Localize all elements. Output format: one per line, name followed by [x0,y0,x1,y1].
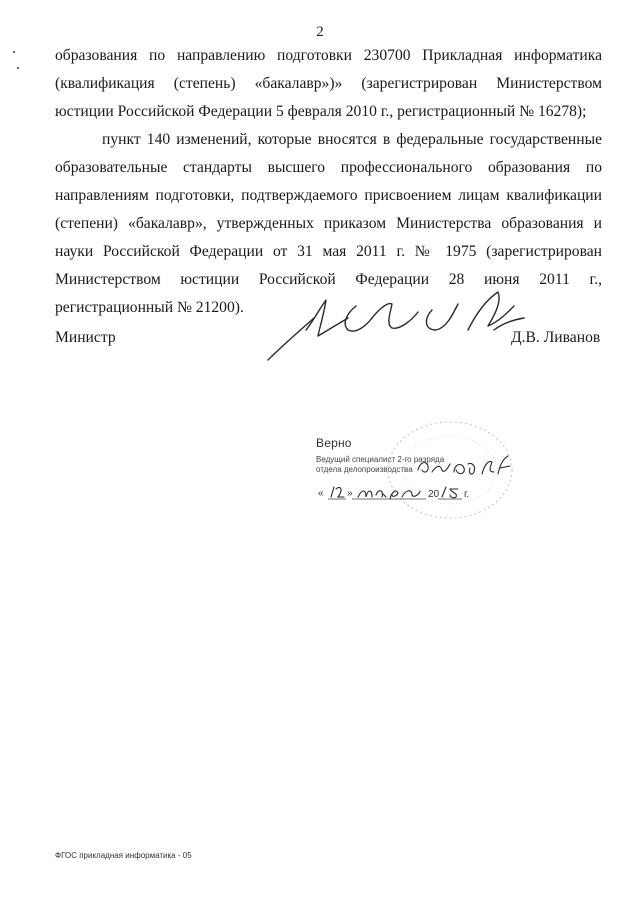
date-line [316,481,506,503]
certification-verno: Верно [316,436,352,450]
certifier-position-line-2: отдела делопроизводства [316,465,413,474]
signer-title: Министр [55,329,116,346]
page-number: 2 [316,24,324,40]
paragraph-continuation: образования по направлению подготовки 230700 Прикладная информатика (квалификация (степень) «бакалавр»)» (зарегистрирован Министерством юстиции Российской Федерации 5 февраля 2010 г., регистрационный № 16278); [55,47,602,120]
date-year-prefix: 20 [428,489,440,500]
signer-name: Д.В. Ливанов [511,329,601,346]
date-year-unit: г. [464,489,470,500]
minister-signature [262,284,532,364]
certifier-handwritten-name [0,0,1,1]
date-open-quote: « [318,488,324,499]
scan-speck [13,51,15,53]
document-footer: ФГОС прикладная информатика - 05 [55,851,192,860]
paragraph-item-140: пункт 140 изменений, которые вносятся в федеральные государственные образовательные стандарты высшего профессионального образования по направлениям подготовки, подтверждаемого присвоением лицам квалификации (степени) «бакалавр», утвержденных приказом Министерства образования и науки Российской Федерации от 31 мая 2011 г. № 1975 (зарегистрирован Министерством юстиции Российской Федерации 28 июня 2011 г., регистрационный № 21200). [55,131,602,316]
certifier-position-line-1: Ведущий специалист 2-го разряда [316,455,445,464]
document-body [55,42,602,322]
certification-date [316,481,506,503]
certifier-signature [414,452,514,480]
scan-speck [17,67,19,69]
date-close-quote: » [347,488,353,499]
